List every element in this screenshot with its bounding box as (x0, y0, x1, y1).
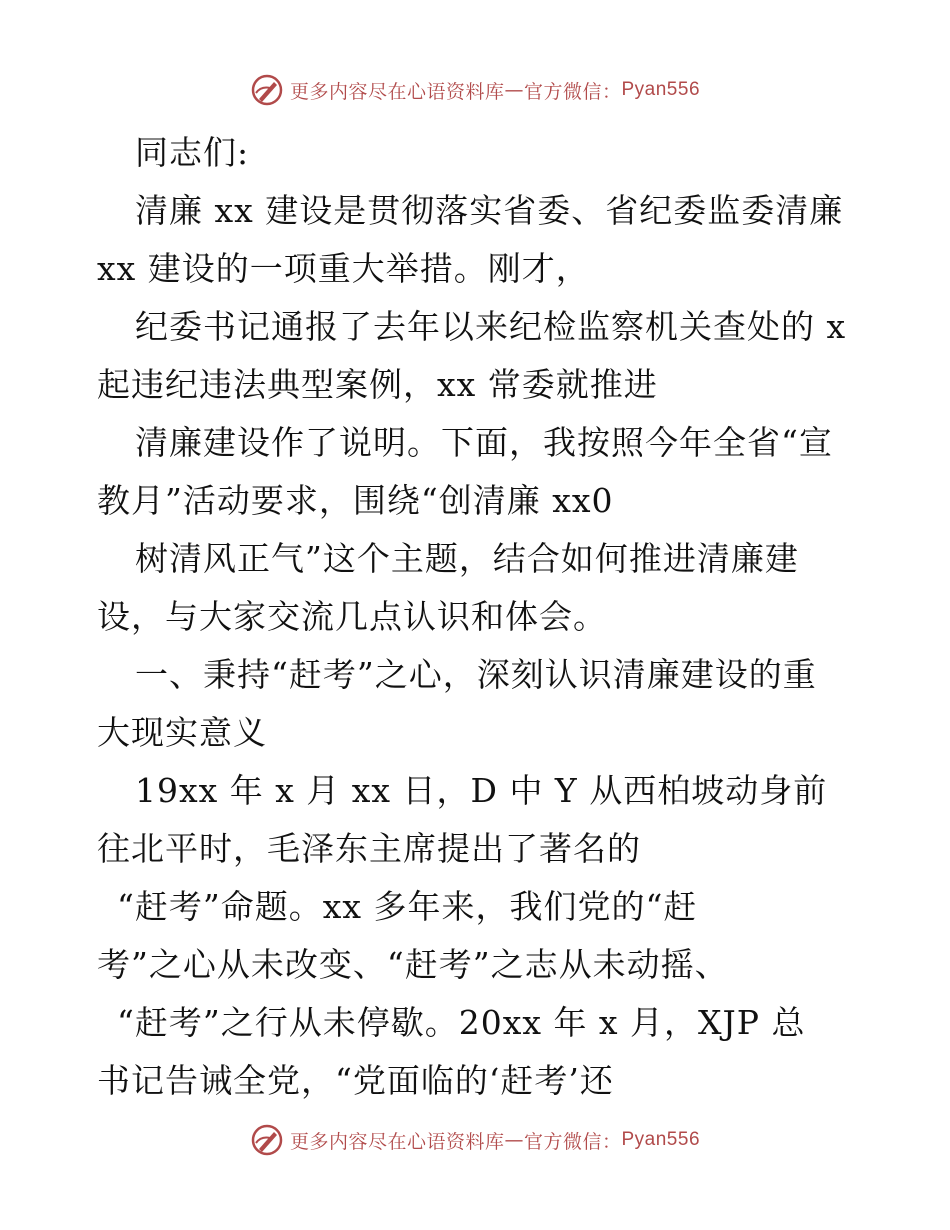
watermark-wechat-id: Pyan556 (621, 1129, 701, 1150)
watermark-wechat-label: 官方微信： (523, 80, 622, 103)
text-line: 往北平时，毛泽东主席提出了著名的 (97, 829, 641, 868)
watermark-dash: — (504, 1129, 524, 1151)
text-line: 教月”活动要求，围绕“创清廉 xx0 (97, 481, 614, 520)
text-line: 设，与大家交流几点认识和体会。 (97, 597, 607, 636)
text-line: 书记告诫全党，“党面临的‘赶考’还 (97, 1061, 614, 1100)
document-body (97, 124, 857, 1110)
text-line: “赶考”命题。xx 多年来，我们党的“赶 (117, 887, 698, 926)
watermark-dash: — (504, 79, 524, 101)
pen-logo-icon (250, 1123, 284, 1157)
text-line: 19xx 年 x 月 xx 日，D 中 Y 从西柏坡动身前 (135, 771, 828, 810)
text-line: 纪委书记通报了去年以来纪检监察机关查处的 x (135, 307, 847, 346)
text-line: 起违纪违法典型案例，xx 常委就推进 (97, 365, 658, 404)
pen-logo-icon (250, 73, 284, 107)
watermark-wechat-id: Pyan556 (621, 79, 701, 100)
text-line: “赶考”之行从未停歇。20xx 年 x 月，XJP 总 (117, 1003, 806, 1042)
text-line: 树清风正气”这个主题，结合如何推进清廉建 (135, 539, 799, 578)
text-line: 清廉建设作了说明。下面，我按照今年全省“宣 (135, 423, 833, 462)
text-line: 考”之心从未改变、“赶考”之志从未动摇、 (97, 945, 729, 984)
text-line: xx 建设的一项重大举措。刚才， (97, 249, 590, 288)
section-heading-continued: 大现实意义 (97, 713, 267, 752)
watermark-text: 更多内容尽在心语资料库 (289, 80, 505, 103)
section-heading: 一、秉持“赶考”之心，深刻认识清廉建设的重 (135, 655, 817, 694)
text-line: 同志们: (135, 133, 250, 172)
watermark-text: 更多内容尽在心语资料库 (289, 1130, 505, 1153)
watermark-wechat-label: 官方微信： (523, 1130, 622, 1153)
text-line: 清廉 xx 建设是贯彻落实省委、省纪委监委清廉 (135, 191, 844, 230)
watermark-header (0, 70, 950, 110)
watermark-footer (0, 1120, 950, 1160)
